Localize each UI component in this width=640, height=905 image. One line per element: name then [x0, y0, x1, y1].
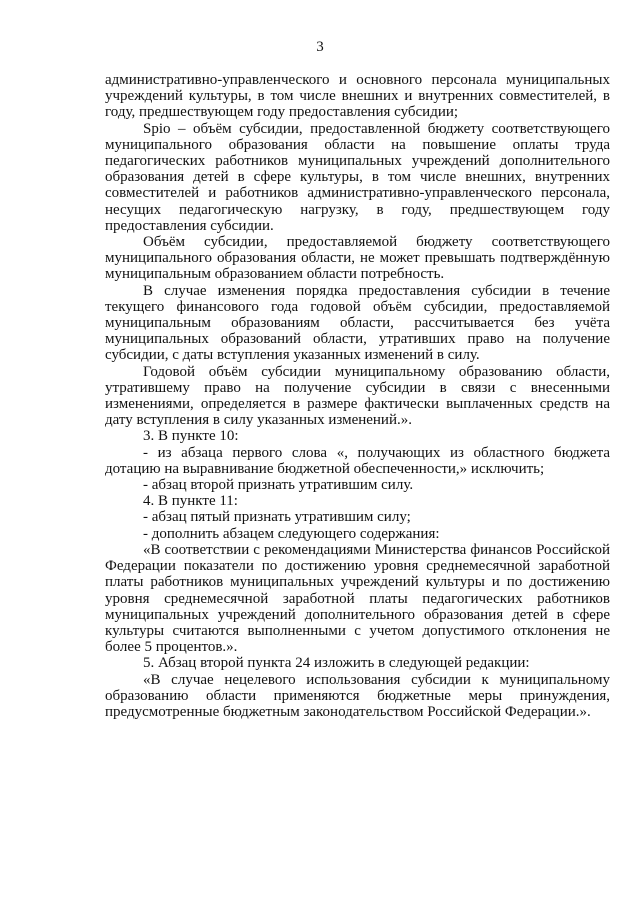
- paragraph-item-3-second: - абзац второй признать утратившим силу.: [143, 477, 414, 494]
- paragraph-annual-volume: Годовой объём субсидии муниципальному образованию области, утратившему право на получение субсидии в связи с внесенными изменениями, определяется в размере фактически выплаченных средств на дату вступления в силу указанных изменений.».: [105, 363, 610, 429]
- paragraph-procedure-change: В случае изменения порядка предоставления субсидии в течение текущего финансового года годовой объём субсидии, предоставляемой муниципальным образованиям области, рассчитывается без учёта муниципальных образований области, утративших право на получение субсидии, с даты вступления указанных изменений в силу.: [105, 282, 610, 364]
- paragraph-spio-definition: Spio – объём субсидии, предоставленной бюджету соответствующего муниципального образования области на повышение оплаты труда педагогических работников муниципальных учреждений дополнительного образования детей в сфере культуры, в том числе внешних, внутренних совместителей и работников административно-управленческого персонала, несущих педагогическую нагрузку, в году, предшествующем году предоставления субсидии.: [105, 120, 610, 234]
- paragraph-item-5-quote: «В случае нецелевого использования субсидии к муниципальному образованию области применяются бюджетные меры принуждения, предусмотренные бюджетным законодательством Российской Федерации.».: [105, 671, 610, 720]
- paragraph-item-3-first: - из абзаца первого слова «, получающих из областного бюджета дотацию на выравнивание бюджетной обеспеченности,» исключить;: [105, 444, 610, 477]
- paragraph-item-4-heading: 4. В пункте 11:: [143, 493, 238, 510]
- paragraph-item-3-heading: 3. В пункте 10:: [143, 428, 239, 445]
- paragraph-subsidy-limit: Объём субсидии, предоставляемой бюджету соответствующего муниципального образования области, не может превышать подтверждённую муниципальным образованием области потребность.: [105, 234, 610, 283]
- paragraph-continuation: административно-управленческого и основного персонала муниципальных учреждений культуры, в том числе внешних и внутренних совместителей, в году, предшествующем году предоставления субсидии;: [105, 72, 610, 121]
- paragraph-item-4-second: - дополнить абзацем следующего содержания:: [143, 525, 440, 542]
- paragraph-item-4-first: - абзац пятый признать утратившим силу;: [143, 509, 411, 526]
- paragraph-item-5-heading: 5. Абзац второй пункта 24 изложить в следующей редакции:: [143, 655, 530, 672]
- page-number: 3: [316, 39, 324, 55]
- paragraph-item-4-quote: «В соответствии с рекомендациями Министерства финансов Российской Федерации показатели по достижению уровня среднемесячной заработной платы работников муниципальных учреждений культуры и по достижению уровня среднемесячной заработной платы педагогических работников муниципальных учреждений дополнительного образования детей в сфере культуры считаются выполненными с учетом допустимого отклонения не более 5 процентов.».: [105, 541, 610, 656]
- document-body: [105, 72, 610, 720]
